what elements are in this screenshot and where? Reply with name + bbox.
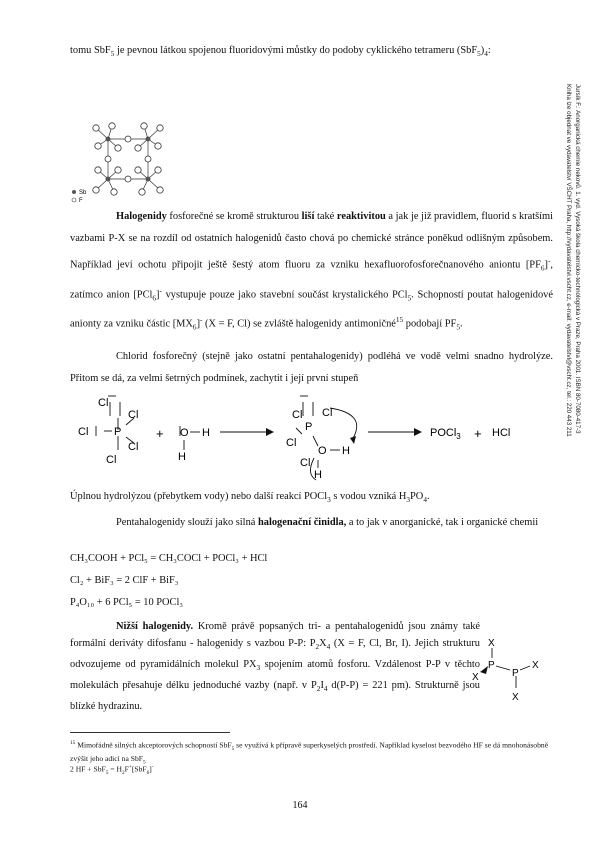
p-atom: P: [114, 426, 122, 438]
footnote-equation: 2 HF + $SbF_5 = H_2F^+[SbF_6]^-$: [70, 764, 154, 777]
p-atom: P: [512, 668, 519, 679]
sidebar-line-2: Kniha lze objednat ve vydavatelství VŠCHT Praha, http://vydavatelstvi.vscht.cz, e-mail: vydavatelstvi@vscht.cz, tel.: 220 443 211: [565, 84, 572, 437]
cl-atom: Cl: [286, 437, 297, 449]
cl-atom: Cl: [78, 426, 89, 438]
h-atom: H: [342, 445, 350, 457]
legend-f: F: [79, 198, 83, 204]
cl-atom: Cl: [128, 441, 139, 453]
h-atom: H: [202, 427, 210, 439]
cl-atom: Cl: [98, 397, 109, 409]
x-atom: X: [472, 672, 479, 683]
paragraph-halogenation: Pentahalogenidy slouží jako silná halogenační činidla, a to jak v anorganické, tak i organické chemii: [116, 517, 539, 528]
page-number: 164: [292, 800, 308, 811]
p-atom: P: [488, 660, 495, 671]
product-pocl3: POCl$_3$: [430, 427, 461, 441]
x-atom: X: [512, 692, 519, 703]
footnote-15: $^{15}$ Mimořádně silných akceptorových schopností SbF$_5$ se využívá k přípravě superkyselých prostředí. Například kyselost bezvodého HF se dá mnohonásobně zvýšit jeho adicí na SbF$_5$: [70, 740, 549, 766]
hydrolysis-scheme: [68, 388, 538, 488]
o-atom: O: [180, 427, 189, 439]
cl-atom: Cl: [292, 409, 303, 421]
x-atom: X: [488, 638, 495, 649]
product-hcl: HCl: [492, 427, 511, 439]
cl-atom: Cl: [128, 409, 139, 421]
p-atom: P: [305, 421, 313, 433]
paragraph-intro: tomu SbF$_5$ je pevnou látkou spojenou fluoridovými můstky do podoby cyklického tetrameru $(SbF_5)_4$:: [70, 45, 491, 59]
legend-sb: Sb: [79, 190, 87, 196]
plus-sign: +: [474, 426, 482, 441]
o-atom: O: [318, 445, 327, 457]
paragraph-hydrolysis: Chlorid fosforečný (stejně jako ostatní pentahalogenidy) podléhá ve vodě velmi snadno hydrolýze. Přitom se dá, za velmi šetrných podmínek, zachytit i její první stupeň: [70, 351, 553, 384]
cl-atom: Cl: [106, 454, 117, 466]
equation-1: CH₃COOH + PCl₅ = CH₃COCl + POCl₃ + HCl: [70, 553, 268, 564]
sidebar-line-1: Jursík F.: Anorganická chemie nekovů. 1. vyd. Vysoká škola chemicko-technologická v Praze, Praha 2001. ISBN 80-7080-417-3: [574, 84, 581, 434]
equation-3: P₄O₁₀ + 6 PCl₅ = 10 POCl₃: [70, 597, 183, 608]
paragraph-halogenides: Halogenidy fosforečné se kromě strukturou liší také reaktivitou a jak je již pravidlem, fluorid s kratšími vazbami P-X se na rozdíl od ostatních halogenidů často chová po chemické stránce poněkud odlišným způsobem. Například jeví ochotu připojit ještě šestý atom fluoru za vzniku hexafluorofosforečnanového aniontu $[PF_6]^-$, zatímco anion [PCl$_6$]- vystupuje pouze jako stavební součást krystalického PCl$_5$. Schopností poutat halogenidové anionty za vzniku částic $[MX_6]^-$ (X = F, Cl) se zvláště halogenidy antimoničné$^{15}$ podobají $PF_5$.: [70, 211, 554, 332]
sbf5-tetramer-figure: [68, 114, 188, 206]
equation-2: Cl₂ + BiF₃ = 2 ClF + BiF₃: [70, 575, 179, 586]
footnote-rule: [70, 732, 230, 733]
h-atom: H: [314, 469, 322, 481]
x-atom: X: [532, 660, 539, 671]
paragraph-full-hydrolysis: Úplnou hydrolýzou (přebytkem vody) nebo další reakcí POCl$_3$ s vodou vzniká $H_3PO_4$.: [70, 491, 430, 505]
sidebar-citation: [554, 84, 582, 724]
cl-atom: Cl: [300, 457, 311, 469]
h-atom: H: [178, 451, 186, 463]
paragraph-lower-halogenides: Nižší halogenidy. Kromě právě popsaných tri- a pentahalogenidů jsou známy také formální deriváty difosfanu - halogenidy s vazbou P-P: $P_2X_4$ (X = F, Cl, Br, I). Jejich strukturu odvozujeme od pyramidálních molekul $PX_3$ spojením atomů fosforu. Vzdálenost P-P v těchto molekulách přesahuje délku jednoduché vazby (např. v $P_2I_4$ d(P-P) = 221 pm). Strukturně jsou blízké hydrazinu.: [70, 621, 481, 713]
cl-atom: Cl: [322, 407, 333, 419]
plus-sign: +: [156, 426, 164, 441]
p2x4-structure-figure: [470, 636, 554, 712]
